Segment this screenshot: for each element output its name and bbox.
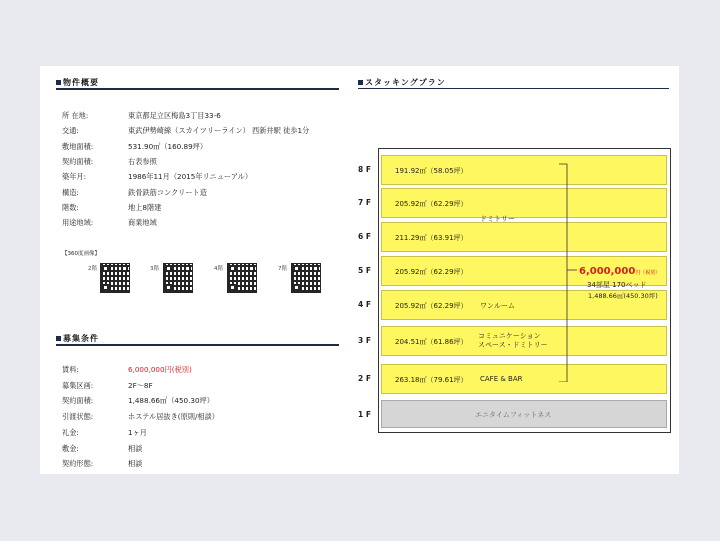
- total-area-summary: 1,488.66㎡(450.30坪): [588, 292, 658, 300]
- recruit-value: 相談: [128, 459, 143, 469]
- overview-value: 東京都足立区梅島3丁目33-6: [128, 111, 221, 120]
- floor-use: CAFE & BAR: [480, 375, 523, 383]
- bracket-line: [559, 164, 567, 382]
- floor-label: 1 F: [358, 410, 371, 419]
- recruit-value: 6,000,000円(税別): [128, 365, 192, 374]
- qr-label-4f: 4階: [214, 266, 223, 272]
- recruit-key: 募集区画:: [62, 380, 94, 390]
- recruit-key: 契約面積:: [62, 396, 94, 406]
- recruit-value: ホステル居抜き(原則/相談）: [128, 412, 219, 422]
- stacking-rule: [358, 88, 669, 89]
- floor-label: 5 F: [358, 266, 371, 275]
- floor-label: 3 F: [358, 336, 371, 345]
- rent-summary: [579, 266, 660, 277]
- floor-area: 263.18㎡（79.61坪）: [395, 376, 468, 384]
- floor-area: 205.92㎡（62.29坪）: [395, 302, 468, 310]
- overview-key: 契約面積:: [62, 156, 94, 166]
- floor-label: 6 F: [358, 232, 371, 241]
- overview-value: 1986年11月（2015年リニューアル）: [128, 172, 253, 182]
- floor-area: 204.51㎡（61.86坪）: [395, 338, 468, 346]
- overview-value: 商業地域: [128, 218, 157, 228]
- qr-title: 【360度画像】: [62, 251, 100, 257]
- floors-bracket: [555, 160, 579, 382]
- recruit-key: 契約形態:: [62, 459, 94, 469]
- recruit-value: 相談: [128, 443, 143, 453]
- recruit-value: 1ヶ月: [128, 427, 147, 437]
- recruit-title: 募集条件: [63, 334, 99, 343]
- recruit-key: 引渡状態:: [62, 412, 94, 422]
- overview-key: 構造:: [62, 187, 79, 197]
- recruit-value: 2F～8F: [128, 380, 153, 390]
- recruit-key: 礼金:: [62, 427, 79, 437]
- recruit-heading: [56, 333, 99, 344]
- floor-label: 4 F: [358, 300, 371, 309]
- dormitory-label: ドミトリー: [480, 215, 515, 223]
- rooms-summary: 34部屋 170ベッド: [587, 281, 647, 289]
- stacking-heading: [358, 77, 446, 88]
- floor-label: 7 F: [358, 198, 371, 207]
- recruit-key: 賃料:: [62, 365, 79, 374]
- qr-code-7f[interactable]: [291, 263, 321, 293]
- recruit-key: 敷金:: [62, 443, 79, 453]
- overview-key: 所 在地:: [62, 111, 89, 120]
- qr-label-3f: 3階: [150, 266, 159, 272]
- floor-label: 8 F: [358, 165, 371, 174]
- floor-use: ワンルーム: [480, 302, 515, 310]
- qr-code-2f[interactable]: [100, 263, 130, 293]
- overview-value: 東武伊勢崎線（スカイツリーライン） 西新井駅 徒歩1分: [128, 126, 310, 136]
- qr-code-3f[interactable]: [163, 263, 193, 293]
- overview-value: 地上8階建: [128, 202, 162, 212]
- floor-label: 2 F: [358, 374, 371, 383]
- floor-area: 205.92㎡（62.29坪）: [395, 200, 468, 208]
- overview-key: 階数:: [62, 202, 79, 212]
- overview-rule: [56, 88, 339, 90]
- overview-value: 右表参照: [128, 156, 157, 166]
- rent-unit: 円（税別）: [635, 270, 661, 276]
- overview-key: 用途地域:: [62, 218, 94, 228]
- rent-value: 6,000,000: [579, 266, 636, 277]
- floor-use: エニタイムフィットネス: [475, 411, 552, 419]
- overview-value: 鉄骨鉄筋コンクリート造: [128, 187, 207, 197]
- qr-label-2f: 2階: [88, 266, 97, 272]
- qr-label-7f: 7階: [278, 266, 287, 272]
- overview-value: 531.90㎡（160.89坪）: [128, 141, 208, 151]
- floor-area: 211.29㎡（63.91坪）: [395, 234, 468, 242]
- stacking-title: スタッキングプラン: [365, 78, 446, 87]
- floor-area: 191.92㎡（58.05坪）: [395, 167, 468, 175]
- overview-key: 築年月:: [62, 172, 86, 182]
- floor-area: 205.92㎡（62.29坪）: [395, 268, 468, 276]
- floor-use: コミュニケーション スペース・ドミトリー: [478, 332, 548, 349]
- overview-key: 交通:: [62, 126, 79, 136]
- overview-key: 敷地面積:: [62, 141, 94, 151]
- qr-code-4f[interactable]: [227, 263, 257, 293]
- overview-heading: [56, 77, 99, 88]
- recruit-value: 1,488.66㎡（450.30坪）: [128, 396, 214, 406]
- recruit-rule: [56, 344, 339, 346]
- overview-title: 物件概要: [63, 78, 99, 87]
